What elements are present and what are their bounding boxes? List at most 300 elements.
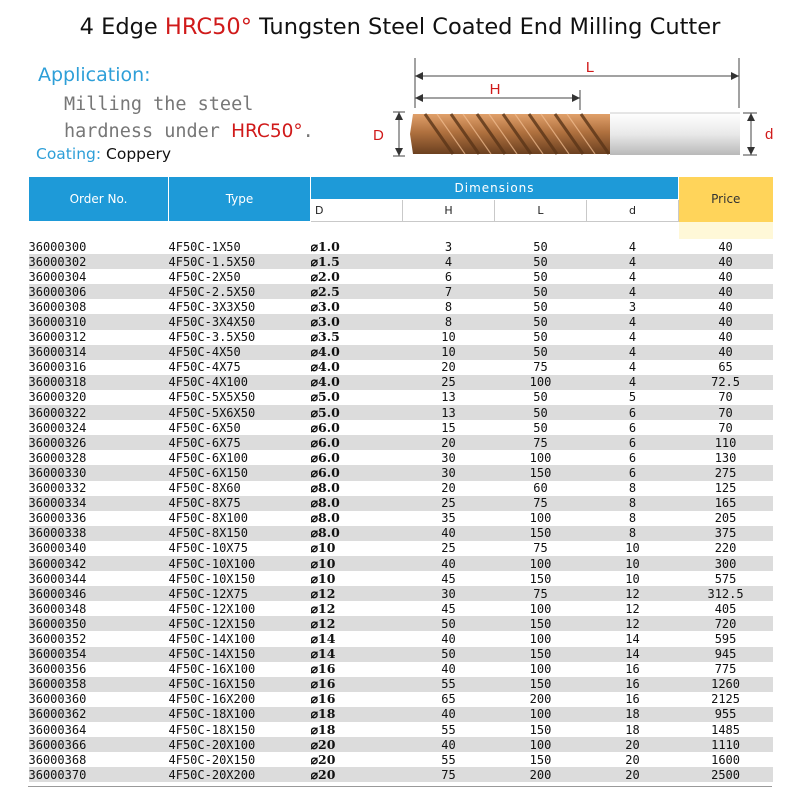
order-no-cell: 36000366 [28, 737, 87, 752]
price-cell: 110 [714, 435, 737, 450]
table-row [29, 767, 773, 782]
price-cell: 312.5 [707, 586, 744, 601]
price-cell: 70 [718, 390, 733, 405]
diameter-D-cell: ⌀8.0 [310, 510, 340, 526]
table-row [29, 586, 773, 601]
shank-d-cell: 12 [625, 586, 640, 601]
shank-d-cell: 6 [628, 465, 637, 480]
diameter-D-cell: ⌀3.0 [310, 314, 340, 330]
length-H-cell: 40 [441, 737, 456, 752]
length-H-cell: 40 [441, 707, 456, 722]
type-cell: 4F50C-2.5X50 [168, 284, 256, 299]
price-cell: 275 [714, 465, 737, 480]
length-L-cell: 50 [533, 390, 548, 405]
length-L-cell: 200 [529, 767, 552, 782]
shank-d-cell: 6 [628, 420, 637, 435]
table-row [29, 420, 773, 435]
order-no-cell: 36000338 [28, 526, 87, 541]
type-cell: 4F50C-18X100 [168, 707, 256, 722]
diameter-D-cell: ⌀1.5 [310, 254, 340, 269]
price-cell: 40 [718, 330, 733, 345]
shank-d-cell: 18 [625, 707, 640, 722]
type-cell: 4F50C-16X100 [168, 662, 256, 677]
price-cell: 40 [718, 345, 733, 360]
length-H-cell: 65 [441, 692, 456, 707]
price-cell: 40 [718, 299, 733, 314]
table-row [29, 692, 773, 707]
col-header-type: Type [169, 177, 311, 222]
table-row [29, 254, 773, 269]
length-L-cell: 75 [533, 435, 548, 450]
length-L-cell: 50 [533, 284, 548, 299]
title-highlight: HRC50° [164, 14, 252, 40]
order-no-cell: 36000310 [28, 315, 87, 330]
table-row [29, 752, 773, 767]
shank-d-cell: 14 [625, 647, 640, 662]
length-H-cell: 30 [441, 450, 456, 465]
diameter-D-cell: ⌀10 [310, 540, 336, 556]
price-cell: 165 [714, 496, 737, 511]
order-no-cell: 36000332 [28, 481, 87, 496]
coating-value: Coppery [106, 145, 172, 163]
table-row [29, 511, 773, 526]
shank-d-cell: 4 [628, 269, 637, 284]
type-cell: 4F50C-18X150 [168, 722, 256, 737]
order-no-cell: 36000340 [28, 541, 87, 556]
price-cell: 1485 [711, 722, 740, 737]
length-H-cell: 55 [441, 677, 456, 692]
length-H-cell: 40 [441, 526, 456, 541]
order-no-cell: 36000318 [28, 375, 87, 390]
table-row [29, 647, 773, 662]
length-L-cell: 150 [529, 722, 552, 737]
type-cell: 4F50C-6X150 [168, 465, 248, 480]
length-H-cell: 55 [441, 722, 456, 737]
price-cell: 40 [718, 254, 733, 269]
length-L-cell: 100 [529, 511, 552, 526]
title-suffix: Tungsten Steel Coated End Milling Cutter [251, 14, 721, 40]
price-cell: 2125 [711, 692, 740, 707]
length-L-cell: 75 [533, 586, 548, 601]
shank-d-cell: 10 [625, 556, 640, 571]
length-H-cell: 13 [441, 390, 456, 405]
diameter-D-cell: ⌀18 [310, 706, 336, 722]
length-L-cell: 75 [533, 496, 548, 511]
application-label: Application: [38, 64, 151, 86]
diameter-D-cell: ⌀8.0 [310, 495, 340, 511]
length-L-cell: 50 [533, 330, 548, 345]
price-cell: 40 [718, 269, 733, 284]
length-L-cell: 200 [529, 692, 552, 707]
length-L-cell: 50 [533, 420, 548, 435]
type-cell: 4F50C-14X100 [168, 631, 256, 646]
diameter-D-cell: ⌀16 [310, 661, 336, 677]
shank-d-cell: 4 [628, 254, 637, 269]
order-no-cell: 36000364 [28, 722, 87, 737]
length-H-cell: 15 [441, 420, 456, 435]
shank-d-cell: 20 [625, 737, 640, 752]
diameter-D-cell: ⌀4.0 [310, 344, 340, 360]
length-L-cell: 150 [529, 616, 552, 631]
length-L-cell: 150 [529, 526, 552, 541]
table-row [29, 541, 773, 556]
order-no-cell: 36000370 [28, 767, 87, 782]
type-cell: 4F50C-3X3X50 [168, 299, 256, 314]
type-cell: 4F50C-4X100 [168, 375, 248, 390]
shank-d-cell: 10 [625, 541, 640, 556]
table-row [29, 601, 773, 616]
length-H-cell: 7 [444, 284, 453, 299]
length-H-cell: 30 [441, 465, 456, 480]
length-L-cell: 100 [529, 631, 552, 646]
type-cell: 4F50C-8X100 [168, 511, 248, 526]
length-L-cell: 100 [529, 375, 552, 390]
specification-table [28, 176, 773, 782]
shank-d-cell: 4 [628, 345, 637, 360]
order-no-cell: 36000368 [28, 752, 87, 767]
price-cell: 70 [718, 420, 733, 435]
table-row [29, 284, 773, 299]
dim-L-label: L [585, 59, 595, 76]
dim-D-arrow-top [395, 112, 403, 120]
type-cell: 4F50C-10X100 [168, 556, 256, 571]
order-no-cell: 36000330 [28, 465, 87, 480]
shank-d-cell: 16 [625, 662, 640, 677]
order-no-cell: 36000360 [28, 692, 87, 707]
table-row [29, 496, 773, 511]
length-L-cell: 100 [529, 662, 552, 677]
length-H-cell: 10 [441, 345, 456, 360]
table-row [29, 616, 773, 631]
length-L-cell: 100 [529, 601, 552, 616]
length-L-cell: 50 [533, 269, 548, 284]
order-no-cell: 36000312 [28, 330, 87, 345]
diameter-D-cell: ⌀16 [310, 676, 336, 692]
diameter-D-cell: ⌀6.0 [310, 435, 340, 450]
length-H-cell: 50 [441, 616, 456, 631]
type-cell: 4F50C-1.5X50 [168, 254, 256, 269]
dim-L-arrow-right [731, 72, 739, 80]
shank-d-cell: 16 [625, 692, 640, 707]
col-header-L: L [495, 200, 587, 222]
table-row [29, 330, 773, 345]
dim-H-arrow-right [572, 94, 580, 102]
dim-H-label: H [489, 81, 501, 98]
shank-d-cell: 4 [628, 330, 637, 345]
order-no-cell: 36000350 [28, 616, 87, 631]
shank-d-cell: 18 [625, 722, 640, 737]
type-cell: 4F50C-4X75 [168, 360, 241, 375]
cutter-shank [610, 113, 740, 155]
length-H-cell: 75 [441, 767, 456, 782]
length-H-cell: 35 [441, 511, 456, 526]
length-H-cell: 40 [441, 631, 456, 646]
type-cell: 4F50C-8X150 [168, 526, 248, 541]
length-L-cell: 150 [529, 677, 552, 692]
diameter-D-cell: ⌀3.0 [310, 299, 340, 314]
order-no-cell: 36000320 [28, 390, 87, 405]
diameter-D-cell: ⌀10 [310, 571, 336, 586]
col-header-order-no: Order No. [29, 177, 169, 222]
table-row [29, 390, 773, 405]
table-row [29, 677, 773, 692]
price-cell: 720 [714, 616, 737, 631]
diameter-D-cell: ⌀20 [310, 737, 336, 752]
shank-d-cell: 10 [625, 571, 640, 586]
page-title [0, 14, 800, 40]
length-H-cell: 20 [441, 360, 456, 375]
diameter-D-cell: ⌀14 [310, 646, 336, 662]
length-H-cell: 45 [441, 601, 456, 616]
type-cell: 4F50C-12X75 [168, 586, 248, 601]
diameter-D-cell: ⌀4.0 [310, 359, 340, 375]
shank-d-cell: 6 [628, 435, 637, 450]
col-header-d: d [587, 200, 679, 222]
diameter-D-cell: ⌀20 [310, 752, 336, 767]
type-cell: 4F50C-10X75 [168, 541, 248, 556]
shank-d-cell: 14 [625, 631, 640, 646]
type-cell: 4F50C-20X100 [168, 737, 256, 752]
price-cell: 40 [718, 239, 733, 254]
order-no-cell: 36000306 [28, 284, 87, 299]
table-row [29, 571, 773, 586]
shank-d-cell: 6 [628, 405, 637, 420]
diameter-D-cell: ⌀8.0 [310, 525, 340, 541]
dim-L-arrow-left [415, 72, 423, 80]
order-no-cell: 36000336 [28, 511, 87, 526]
col-header-H: H [403, 200, 495, 222]
order-no-cell: 36000302 [28, 254, 87, 269]
type-cell: 4F50C-6X75 [168, 435, 241, 450]
diameter-D-cell: ⌀6.0 [310, 450, 340, 465]
application-line-2-suffix: . [302, 121, 314, 142]
diameter-D-cell: ⌀2.5 [310, 284, 340, 299]
length-H-cell: 30 [441, 586, 456, 601]
dim-d-arrow-top [747, 113, 755, 121]
order-no-cell: 36000354 [28, 647, 87, 662]
type-cell: 4F50C-6X50 [168, 420, 241, 435]
table-row [29, 481, 773, 496]
length-H-cell: 25 [441, 496, 456, 511]
dim-d-label: d [765, 126, 774, 143]
diameter-D-cell: ⌀10 [310, 555, 336, 571]
type-cell: 4F50C-1X50 [168, 239, 241, 254]
shank-d-cell: 8 [628, 481, 637, 496]
order-no-cell: 36000300 [28, 239, 87, 254]
length-H-cell: 25 [441, 541, 456, 556]
type-cell: 4F50C-4X50 [168, 345, 241, 360]
shank-d-cell: 12 [625, 616, 640, 631]
price-cell: 220 [714, 541, 737, 556]
diameter-D-cell: ⌀18 [310, 722, 336, 737]
diameter-D-cell: ⌀12 [310, 616, 336, 631]
price-cell: 40 [718, 315, 733, 330]
application-line-2 [64, 121, 314, 142]
table-row [29, 722, 773, 737]
application-line-1: Milling the steel [64, 94, 254, 115]
dim-D-label: D [373, 127, 384, 144]
diameter-D-cell: ⌀16 [310, 691, 336, 707]
price-cell: 300 [714, 556, 737, 571]
table-row [29, 707, 773, 722]
diameter-D-cell: ⌀6.0 [310, 420, 340, 435]
table-row [29, 345, 773, 360]
length-L-cell: 50 [533, 254, 548, 269]
price-cell: 40 [718, 284, 733, 299]
table-row [29, 314, 773, 329]
type-cell: 4F50C-16X200 [168, 692, 256, 707]
order-no-cell: 36000362 [28, 707, 87, 722]
application-hrc-highlight: HRC50° [231, 121, 303, 142]
diameter-D-cell: ⌀8.0 [310, 480, 340, 496]
type-cell: 4F50C-8X60 [168, 481, 241, 496]
shank-d-cell: 4 [628, 284, 637, 299]
table-row [29, 465, 773, 480]
length-L-cell: 50 [533, 299, 548, 314]
type-cell: 4F50C-3.5X50 [168, 330, 256, 345]
shank-d-cell: 8 [628, 511, 637, 526]
diameter-D-cell: ⌀14 [310, 631, 336, 646]
price-cell: 130 [714, 450, 737, 465]
type-cell: 4F50C-12X100 [168, 601, 256, 616]
price-cell: 1600 [711, 752, 740, 767]
length-H-cell: 10 [441, 330, 456, 345]
shank-d-cell: 4 [628, 315, 637, 330]
order-no-cell: 36000324 [28, 420, 87, 435]
order-no-cell: 36000314 [28, 345, 87, 360]
price-cell: 945 [714, 647, 737, 662]
table-row [29, 375, 773, 390]
length-L-cell: 50 [533, 405, 548, 420]
price-cell: 405 [714, 601, 737, 616]
price-column-tint [679, 222, 773, 240]
order-no-cell: 36000304 [28, 269, 87, 284]
order-no-cell: 36000344 [28, 571, 87, 586]
shank-d-cell: 8 [628, 496, 637, 511]
shank-d-cell: 20 [625, 767, 640, 782]
header-spacer [29, 222, 679, 240]
price-cell: 70 [718, 405, 733, 420]
type-cell: 4F50C-16X150 [168, 677, 256, 692]
application-line-2-text: hardness under [64, 121, 232, 142]
order-no-cell: 36000348 [28, 601, 87, 616]
order-no-cell: 36000356 [28, 662, 87, 677]
table-row [29, 556, 773, 571]
shank-d-cell: 5 [628, 390, 637, 405]
length-L-cell: 150 [529, 647, 552, 662]
table-row [29, 405, 773, 420]
price-cell: 1110 [711, 737, 740, 752]
length-L-cell: 50 [533, 345, 548, 360]
length-H-cell: 40 [441, 662, 456, 677]
header-spacer-row [29, 222, 773, 240]
table-row [29, 269, 773, 284]
length-H-cell: 3 [444, 239, 453, 254]
diameter-D-cell: ⌀3.5 [310, 329, 340, 345]
end-mill-diagram [365, 50, 785, 165]
order-no-cell: 36000316 [28, 360, 87, 375]
length-L-cell: 150 [529, 465, 552, 480]
price-cell: 2500 [711, 767, 740, 782]
length-H-cell: 45 [441, 571, 456, 586]
type-cell: 4F50C-2X50 [168, 269, 241, 284]
price-cell: 65 [718, 360, 733, 375]
shank-d-cell: 4 [628, 360, 637, 375]
table-row [29, 450, 773, 465]
title-prefix: 4 Edge [79, 14, 165, 40]
type-cell: 4F50C-20X200 [168, 767, 256, 782]
shank-d-cell: 4 [628, 239, 637, 254]
length-H-cell: 50 [441, 647, 456, 662]
length-H-cell: 40 [441, 556, 456, 571]
length-L-cell: 150 [529, 571, 552, 586]
diameter-D-cell: ⌀6.0 [310, 465, 340, 480]
type-cell: 4F50C-10X150 [168, 571, 256, 586]
table-row [29, 737, 773, 752]
type-cell: 4F50C-20X150 [168, 752, 256, 767]
price-cell: 595 [714, 631, 737, 646]
length-H-cell: 20 [441, 435, 456, 450]
length-L-cell: 100 [529, 556, 552, 571]
table-row [29, 526, 773, 541]
length-L-cell: 75 [533, 541, 548, 556]
dim-H-arrow-left [415, 94, 423, 102]
table-row [29, 435, 773, 450]
length-H-cell: 55 [441, 752, 456, 767]
price-cell: 955 [714, 707, 737, 722]
shank-d-cell: 12 [625, 601, 640, 616]
table-row [29, 239, 773, 254]
diameter-D-cell: ⌀12 [310, 586, 336, 601]
table-row [29, 299, 773, 314]
diameter-D-cell: ⌀5.0 [310, 405, 340, 420]
length-L-cell: 75 [533, 360, 548, 375]
table-body [29, 239, 773, 782]
coating-info [36, 145, 171, 163]
order-no-cell: 36000342 [28, 556, 87, 571]
table-bottom-rule [28, 786, 772, 787]
order-no-cell: 36000346 [28, 586, 87, 601]
price-cell: 125 [714, 481, 737, 496]
shank-d-cell: 8 [628, 526, 637, 541]
type-cell: 4F50C-12X150 [168, 616, 256, 631]
length-L-cell: 50 [533, 239, 548, 254]
order-no-cell: 36000358 [28, 677, 87, 692]
diameter-D-cell: ⌀20 [310, 767, 336, 782]
type-cell: 4F50C-5X6X50 [168, 405, 256, 420]
type-cell: 4F50C-5X5X50 [168, 390, 256, 405]
length-H-cell: 6 [444, 269, 453, 284]
diameter-D-cell: ⌀5.0 [310, 389, 340, 405]
price-cell: 72.5 [711, 375, 740, 390]
length-L-cell: 50 [533, 315, 548, 330]
order-no-cell: 36000308 [28, 299, 87, 314]
order-no-cell: 36000322 [28, 405, 87, 420]
length-H-cell: 13 [441, 405, 456, 420]
length-L-cell: 100 [529, 737, 552, 752]
length-L-cell: 100 [529, 707, 552, 722]
order-no-cell: 36000328 [28, 450, 87, 465]
type-cell: 4F50C-8X75 [168, 496, 241, 511]
order-no-cell: 36000326 [28, 435, 87, 450]
col-header-D: D [311, 200, 403, 222]
table-row [29, 662, 773, 677]
shank-d-cell: 4 [628, 375, 637, 390]
shank-d-cell: 6 [628, 450, 637, 465]
shank-d-cell: 16 [625, 677, 640, 692]
diameter-D-cell: ⌀4.0 [310, 374, 340, 390]
price-cell: 775 [714, 662, 737, 677]
